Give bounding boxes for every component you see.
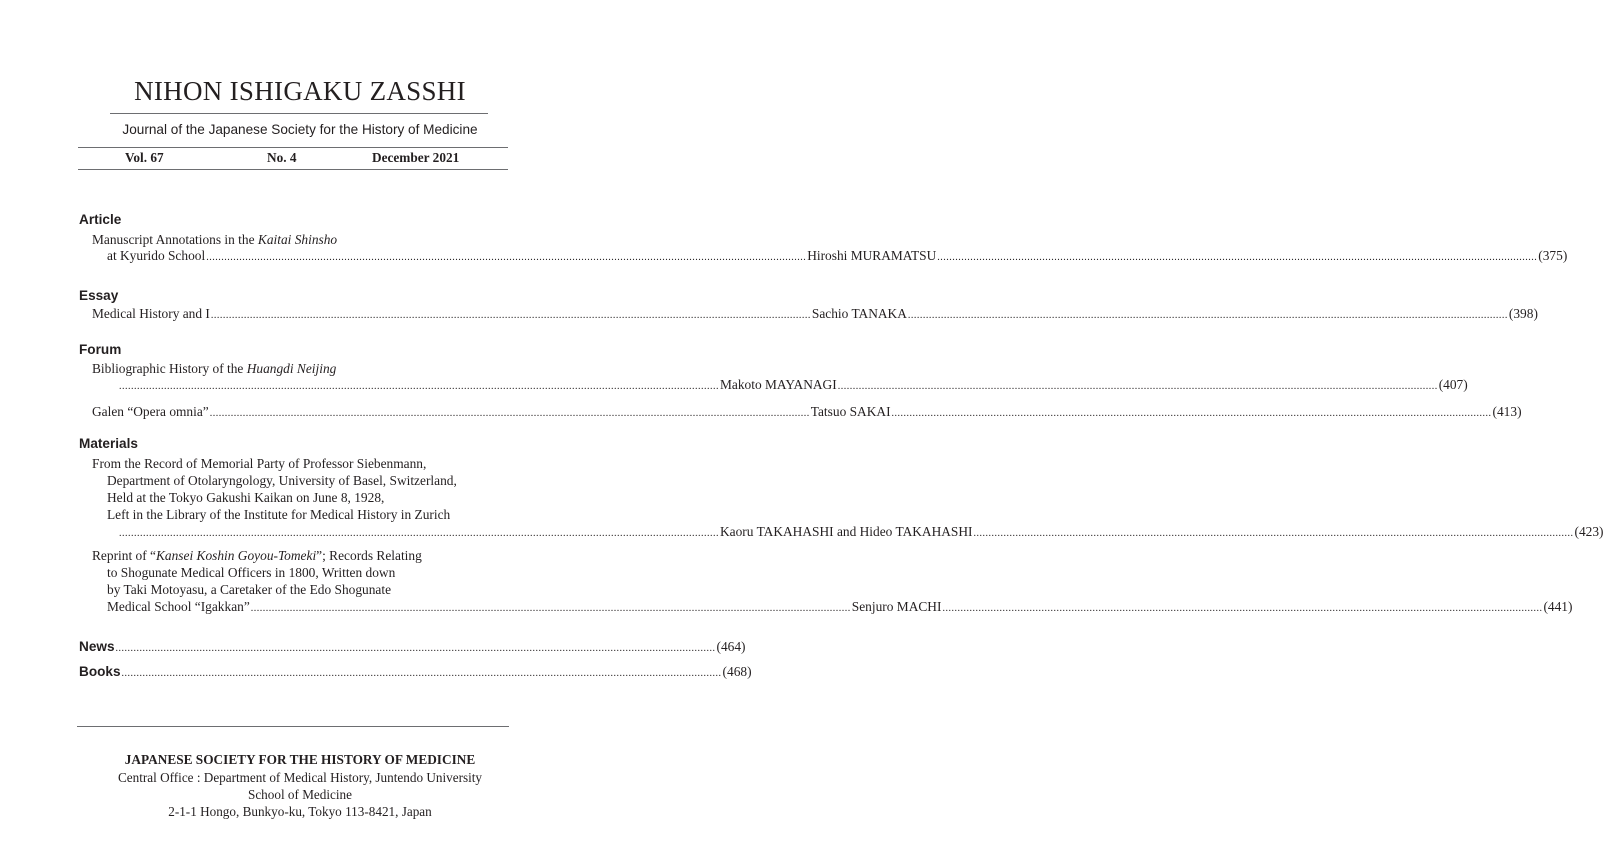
date-label: December 2021 — [372, 150, 460, 165]
title-text: at Kyurido School — [107, 248, 206, 263]
dot-leader: ........................................................................................................................................................................................................ — [250, 603, 851, 614]
section-heading-article: Article — [79, 212, 122, 227]
title-rule — [110, 113, 488, 114]
dot-leader: ........................................................................................................................................................................................................ — [115, 643, 716, 654]
journal-subtitle: Journal of the Japanese Society for the History of Medicine — [122, 122, 478, 137]
toc-entry-title — [92, 361, 336, 377]
section-heading-essay: Essay — [79, 288, 119, 303]
author-name: Hiroshi MURAMATSU — [807, 248, 937, 263]
title-text: Manuscript Annotations in the — [92, 232, 258, 247]
toc-entry-books[interactable] — [79, 664, 752, 680]
dot-leader: ........................................................................................................................................................................................................ — [942, 603, 1543, 614]
dot-leader: ........................................................................................................................................................................................................ — [891, 408, 1492, 419]
toc-entry-title — [92, 548, 422, 564]
dot-leader: ........................................................................................................................................................................................................ — [973, 528, 1574, 539]
section-heading-news: News — [79, 639, 115, 654]
number-label: No. 4 — [267, 150, 297, 165]
society-name: JAPANESE SOCIETY FOR THE HISTORY OF MEDICINE — [124, 752, 476, 767]
title-text: Reprint of “ — [92, 548, 156, 563]
toc-entry-title: Department of Otolaryngology, University of Basel, Switzerland, — [107, 473, 457, 488]
page-number: (441) — [1543, 599, 1573, 614]
toc-entry-title: Held at the Tokyo Gakushi Kaikan on June 8, 1928, — [107, 490, 385, 505]
page-number: (413) — [1492, 404, 1522, 419]
office-address-line: School of Medicine — [247, 787, 352, 802]
title-italic-text: Huangdi Neijing — [246, 361, 337, 376]
section-heading-books: Books — [79, 664, 121, 679]
section-heading-forum: Forum — [79, 342, 122, 357]
author-name: Makoto MAYANAGI — [720, 377, 837, 392]
dot-leader: ........................................................................................................................................................................................................ — [119, 381, 719, 392]
journal-title: NIHON ISHIGAKU ZASSHI — [134, 76, 466, 106]
section-heading-materials: Materials — [79, 436, 138, 451]
office-address-line: Central Office : Department of Medical History, Juntendo University — [117, 770, 483, 785]
toc-entry-line[interactable] — [92, 306, 1538, 322]
footer-rule — [77, 726, 509, 727]
title-italic-text: Kansei Koshin Goyou-Tomeki — [155, 548, 317, 563]
author-name: Sachio TANAKA — [811, 306, 907, 321]
page-number: (464) — [716, 639, 746, 654]
toc-entry-title — [92, 232, 337, 248]
dot-leader: ........................................................................................................................................................................................................ — [907, 310, 1508, 321]
issue-rule-top — [78, 147, 508, 148]
toc-entry-title: From the Record of Memorial Party of Professor Siebenmann, — [92, 456, 427, 471]
title-text: Medical History and I — [92, 306, 210, 321]
page-number: (375) — [1538, 248, 1568, 263]
dot-leader: ........................................................................................................................................................................................................ — [206, 252, 807, 263]
title-italic-text: Kaitai Shinsho — [257, 232, 338, 247]
title-text: Bibliographic History of the — [92, 361, 247, 376]
page-number: (468) — [722, 664, 752, 679]
page-number: (407) — [1438, 377, 1468, 392]
author-name: Tatsuo SAKAI — [810, 404, 891, 419]
toc-entry-title: by Taki Motoyasu, a Caretaker of the Edo Shogunate — [107, 582, 392, 597]
author-name: Senjuro MACHI — [851, 599, 942, 614]
dot-leader: ........................................................................................................................................................................................................ — [210, 310, 811, 321]
issue-rule-bottom — [78, 169, 508, 170]
postal-address: 2-1-1 Hongo, Bunkyo-ku, Tokyo 113-8421, Japan — [168, 804, 432, 819]
title-text: ”; Records Relating — [316, 548, 422, 563]
toc-entry-title: Left in the Library of the Institute for Medical History in Zurich — [107, 507, 451, 522]
dot-leader: ........................................................................................................................................................................................................ — [837, 381, 1438, 392]
title-text: Medical School “Igakkan” — [107, 599, 250, 614]
toc-entry-line[interactable] — [107, 248, 1568, 264]
page-number: (398) — [1508, 306, 1538, 321]
toc-entry-title: to Shogunate Medical Officers in 1800, Written down — [107, 565, 396, 580]
toc-entry-line[interactable] — [92, 404, 1522, 420]
dot-leader: ........................................................................................................................................................................................................ — [937, 252, 1538, 263]
volume-label: Vol. 67 — [125, 150, 164, 165]
title-text: Galen “Opera omnia” — [92, 404, 209, 419]
toc-entry-news[interactable] — [79, 639, 746, 655]
toc-entry-line[interactable] — [118, 377, 1468, 393]
page-number: (423) — [1574, 524, 1604, 539]
author-name: Kaoru TAKAHASHI and Hideo TAKAHASHI — [720, 524, 973, 539]
toc-entry-line[interactable] — [107, 599, 1573, 615]
dot-leader: ........................................................................................................................................................................................................ — [119, 528, 719, 539]
toc-entry-line[interactable] — [118, 524, 1604, 540]
dot-leader: ........................................................................................................................................................................................................ — [121, 668, 722, 679]
dot-leader: ........................................................................................................................................................................................................ — [209, 408, 810, 419]
